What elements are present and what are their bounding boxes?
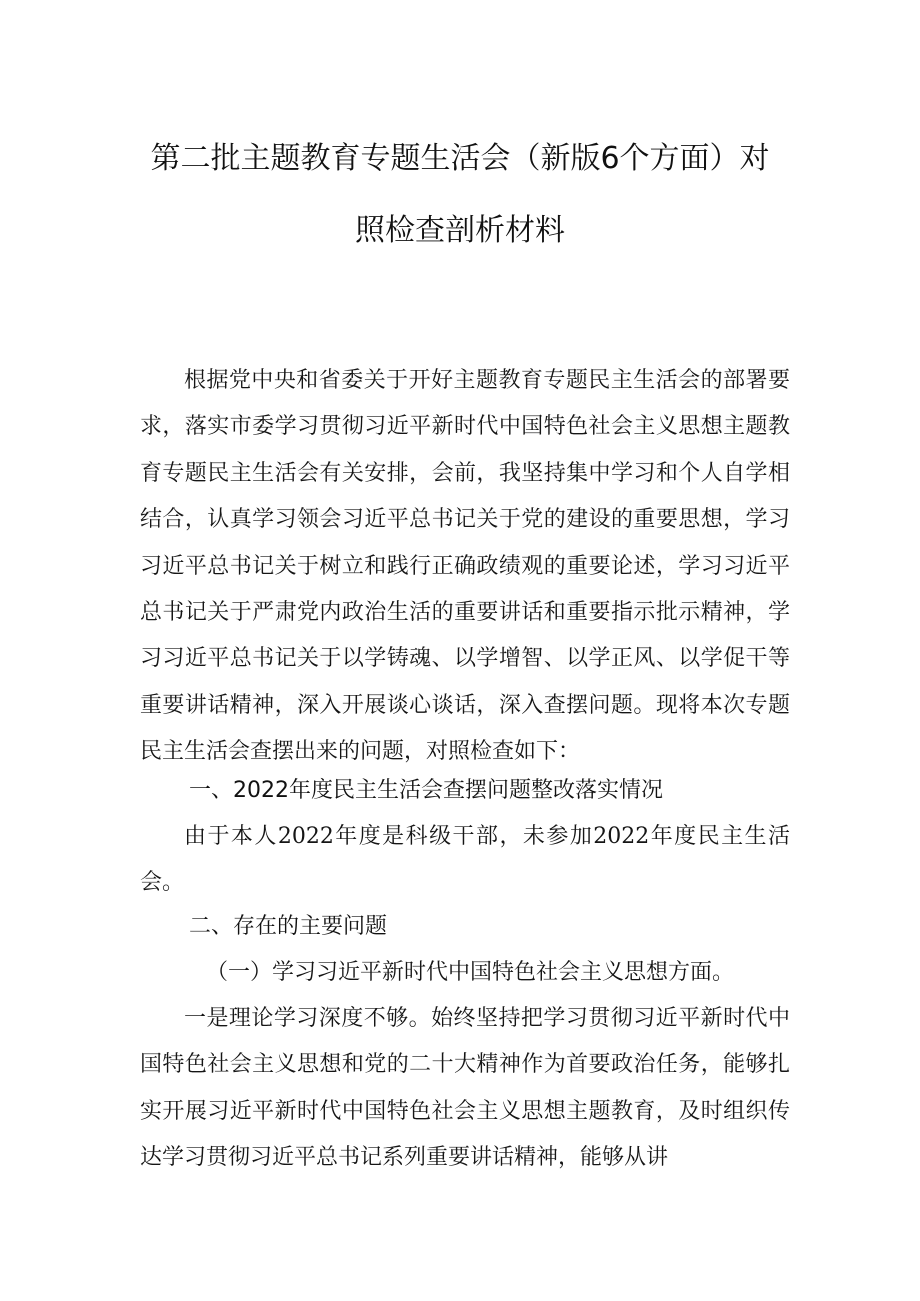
document-title-line-1: 第二批主题教育专题生活会（新版6个方面）对 [150, 141, 770, 176]
intro-paragraph: 根据党中央和省委关于开好主题教育专题民主生活会的部署要求，落实市委学习贯彻习近平新时代中国特色社会主义思想主题教育专题民主生活会有关安排，会前，我坚持集中学习和个人自学相结合，认真学习领会习近平总书记关于党的建设的重要思想，学习习近平总书记关于树立和践行正确政绩观的重要论述，学习习近平总书记关于严肃党内政治生活的重要讲话和重要指示批示精神，学习习近平总书记关于以学铸魂、以学增智、以学正风、以学促干等重要讲话精神，深入开展谈心谈话，深入查摆问题。现将本次专题民主生活会查摆出来的问题，对照检查如下： [140, 368, 790, 765]
subsection-heading-1: （一）学习习近平新时代中国特色社会主义思想方面。 [206, 960, 735, 985]
section-1-paragraph: 由于本人2022年度是科级干部，未参加2022年度民主生活会。 [140, 824, 790, 896]
section-heading-2: 二、存在的主要问题 [189, 914, 388, 939]
document-title-line-2: 照检查剖析材料 [355, 213, 565, 248]
section-2-paragraph: 一是理论学习深度不够。始终坚持把学习贯彻习近平新时代中国特色社会主义思想和党的二十大精神作为首要政治任务，能够扎实开展习近平新时代中国特色社会主义思想主题教育，及时组织传达学习贯彻习近平总书记系列重要讲话精神，能够从讲 [140, 1006, 790, 1171]
section-heading-1: 一、2022年度民主生活会查摆问题整改落实情况 [189, 778, 663, 803]
